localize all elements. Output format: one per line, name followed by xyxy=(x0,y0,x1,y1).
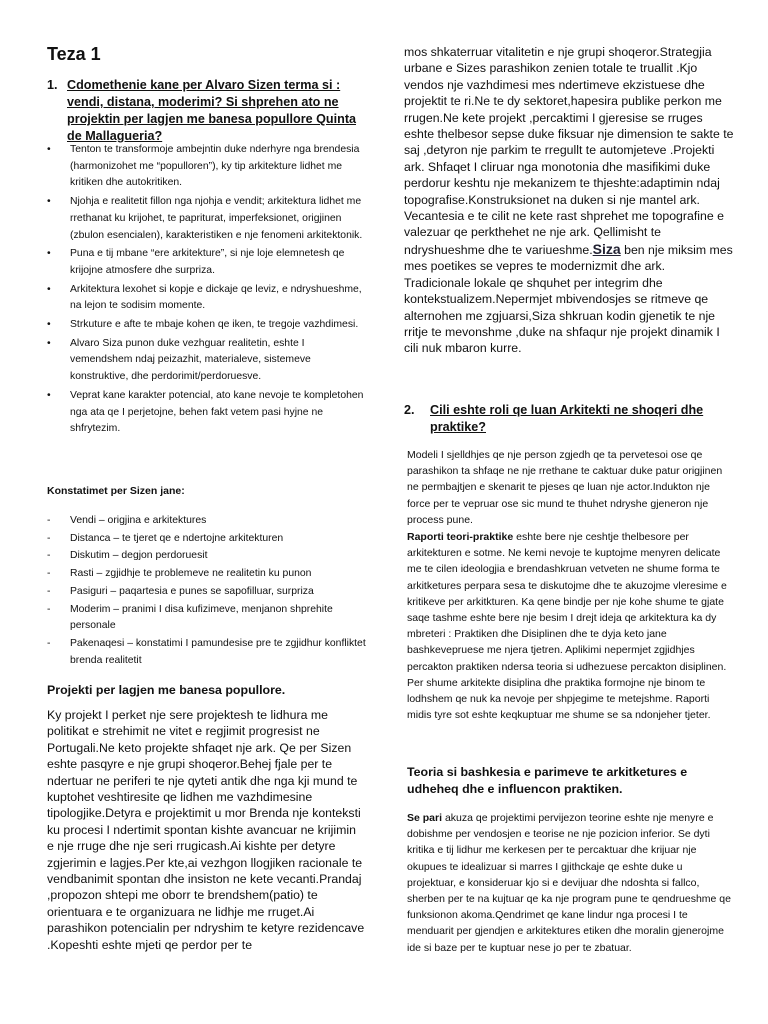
bullet-glyph: • xyxy=(47,319,51,331)
bullet-text: Tenton te transformoje ambejntin duke nderhyre nga brendesia (harmonizohet me “populloren”), ky tip arkitekture lidhet me kritiken dhe autokritiken. xyxy=(70,144,360,189)
bullet-item xyxy=(47,336,367,386)
konstatim-text: Pakenaqesi – konstatimi I pamundesise pre te zgjidhur konfliktet brenda realitetit xyxy=(70,637,366,666)
dash-glyph: - xyxy=(47,532,51,544)
dash-glyph: - xyxy=(47,637,51,649)
konstatimet-heading: Konstatimet per Sizen jane: xyxy=(47,485,185,497)
bullet-glyph: • xyxy=(47,196,51,208)
konstatim-item xyxy=(47,636,367,669)
konstatim-text: Pasiguri – paqartesia e punes se sapofilluar, surpriza xyxy=(70,585,314,597)
konstatim-item xyxy=(47,602,367,635)
question-1-text: Cdomethenie kane per Alvaro Sizen terma si : vendi, distana, moderimi? Si shprehen ato ne projektin per lagjen me banesa popullore Quinta de Mallagueria? xyxy=(67,78,357,143)
bullet-glyph: • xyxy=(47,389,51,401)
dash-glyph: - xyxy=(47,603,51,615)
question-2-number: 2. xyxy=(404,403,415,417)
konstatim-text: Distanca – te tjeret qe e ndertojne arkitekturen xyxy=(70,532,284,544)
q2-paragraph-2-text: eshte bere nje ceshtje thelbesore per arkitekturen e sotme. Ne kemi nevoje te kuptojme menyren delicate me te cilen ideologjia e brendashkruan vetveten ne shume forma te arkitketures perpara sesa te diskutojme dhe te akuzojme vleresime e kritikeve per arkitkturen. Ka qene bindje per nje kohe shume te gjate saqe tashme eshte bere nje besim I drejt ideja qe arkitektura ka dy mbreteri : Praktiken dhe Disiplinen dhe te dyja keto jane bashkevepruese me njera tjetren. Aplikimi nepermjet zgjidhjes percakton praktiken ndersa teoria si udhezuese percakton disiplinen. Per shume arkitekte disiplina dhe praktika formojne nje binom te lodhshem qe nuk ka nevoje per shpjegime te metejshme. Raporti midis tyre sot eshte keqkuptuar me shume se sa ndonjeher tjeter. xyxy=(407,531,727,722)
bullet-item xyxy=(47,282,367,315)
continuation-text-a: mos shkaterruar vitalitetin e nje grupi shoqeror.Strategjia urbane e Sizes parashikon zenien totale te truallit .Kjo vendos nje vazhdimesi mes ndertimeve ekzistuese dhe projektit te ri.Ne te dy sektoret,hapesira publike perkon me rrugen.Ne kete projekt ,percaktimi I gjeresise se rruges eshte thelbesor sepse duke fiksuar nje dimension te sakte te saj ,detyron nje parkim te rregullt te automjeteve .Projekti ark. Shfaqet I cliruar nga monotonia dhe masifikimi duke perdorur keshtu nje mekanizem te thjeshte:adaptimin ndaj topografise.Konstruksionet na duken si nje mantel ark. Vecantesia e te cilit ne kete rast shprehet me topografine e valezuar qe perkthehet ne nje ark. Qellimisht te ndryshueshme dhe te variueshme. xyxy=(404,45,734,257)
bullet-item xyxy=(47,388,367,438)
question-2-heading xyxy=(404,402,734,436)
projekti-heading: Projekti per lagjen me banesa popullore. xyxy=(47,683,286,697)
question-2-text: Cili eshte roli qe luan Arkitekti ne shoqeri dhe praktike? xyxy=(430,403,704,434)
q2-paragraph-3-lead: Se pari xyxy=(407,812,443,824)
q2-paragraph-2 xyxy=(407,529,733,723)
konstatimet-list xyxy=(47,513,367,670)
bullet-glyph: • xyxy=(47,337,51,349)
page-title: Teza 1 xyxy=(47,44,101,64)
konstatim-item xyxy=(47,531,367,548)
konstatim-text: Diskutim – degjon perdoruesit xyxy=(70,550,208,562)
teoria-heading: Teoria si bashkesia e parimeve te arkitketures e udheheq dhe e influencon praktiken. xyxy=(407,765,688,796)
bullet-glyph: • xyxy=(47,248,51,260)
bullet-item xyxy=(47,194,367,244)
right-column-continuation xyxy=(404,44,734,357)
bullet-glyph: • xyxy=(47,283,51,295)
bullet-item xyxy=(47,246,367,279)
bullet-text: Puna e tij mbane “ere arkitekture”, si nje loje elemnetesh qe krijojne atmosfere dhe surpriza. xyxy=(70,248,345,276)
dash-glyph: - xyxy=(47,550,51,562)
bullet-item xyxy=(47,142,367,192)
siza-highlight: Siza xyxy=(592,240,621,257)
bullet-text: Arkitektura lexohet si kopje e dickaje qe leviz, e ndryshueshme, na lejon te sodisim momente. xyxy=(70,283,362,312)
q2-paragraph-1: Modeli I sjelldhjes qe nje person zgjedh qe ta pervetesoi ose qe parashikon ta shfaqe ne nje rrethane te caktuar duke patur origjinen ne permbajtjen e skenarit te pjeses qe luan nje actor.Indukton nje force per te vepruar ose sic mund te thuhet ndryshe gjeneron nje process pune. xyxy=(407,449,723,526)
bullet-text: Veprat kane karakter potencial, ato kane nevoje te kompletohen nga ata qe I perjetojne, behen fakt vetem pasi hyjne ne shfrytezim. xyxy=(70,389,364,435)
bullet-glyph: • xyxy=(47,144,51,155)
konstatim-item xyxy=(47,584,367,601)
bullet-text: Alvaro Siza punon duke vezhguar realitetin, eshte I vemendshem ndaj peizazhit, materialeve, sistemeve konstruktive, dhe perdorimit/perdoruesve. xyxy=(70,337,311,383)
bullet-text: Strkuture e afte te mbaje kohen qe iken, te tregoje vazhdimesi. xyxy=(70,319,359,331)
q2-paragraph-3-text: akuza qe projektimi pervijezon teorine eshte nje menyre e dobishme per vendosjen e teorise ne nje pozicion inferior. Se dyti kritika e tij lidhur me kerkesen per te percaktuar dhe krijuar nje okupues te idealizuar si marres I gjithckaje qe eshte duke u projektuar, e konsideruar kjo si e devijuar dhe ndoshta si fallco, sherben per te na kujtuar qe ka nje program pune te qendrueshme qe funksionon akoma.Qendrimet qe kane lindur nga procesi I te menduarit per gjendjen e arkitektures etiken dhe moralin gjenerojme ide si baze per te kuptuar nese jo per te zbatuar. xyxy=(407,812,731,954)
projekti-body: Ky projekt I perket nje sere projektesh te lidhura me politikat e strehimit ne vitet e regjimit progresist ne Portugali.Ne keto projekte shfaqet nje ark. Qe per Sizen eshte pasqyre e nje grupi shoqeror.Behej fjale per te ndertuar ne periferi te nje qyteti antik dhe nga kji mund te kuptohet veshtiresite qe lidhen me vazhdimesine tipologjike.Detyra e projektimit u mor Brenda nje konteksti ku procesi I ndertimit spontan kishte avancuar ne krijimin e nje rruge dhe nje seri rrugicash.Ai kishte per detyre zgjerimin e lagjes.Per kte,ai vezhgon llogjiken racionale te vendbanimit spontan dhe insiston ne kete vecanti.Prandaj ,propozon shtepi me oborr te brendshem(patio) te orientuara e te organizuara ne lidhje me rruget.Ai parashikon potencialin per ndryshim te ketyre rezidencave .Kopeshti eshte mjeti qe perdor per te xyxy=(47,708,365,952)
question-1-number: 1. xyxy=(47,78,58,92)
dash-glyph: - xyxy=(47,515,51,526)
q2-paragraph-2-lead: Raporti teori-praktike xyxy=(407,531,514,543)
q2-paragraph-3 xyxy=(407,810,733,956)
bullet-text: Njohja e realitetit fillon nga njohja e vendit; arkitektura lidhet me rrethanat ku krijohet, te papriturat, imperfeksionet, origjinen (zbulon esencialen), karakteristiken e nje fenomeni arkitektonik. xyxy=(70,196,363,241)
bullet-list xyxy=(47,142,367,440)
dash-glyph: - xyxy=(47,568,51,580)
bullet-item xyxy=(47,317,367,334)
question-1-heading xyxy=(47,77,367,145)
konstatim-item xyxy=(47,548,367,565)
konstatim-text: Vendi – origjina e arkitektures xyxy=(70,515,207,526)
continuation-text-b: ben nje miksim mes mes poetikes se vepres te modernizmit dhe ark. Tradicionale lokale qe shquhet per integrim dhe kontekstualizem.Nepermjet mbivendosjes se ritmeve qe alternohen me zgjuarsi,Siza shkruan kodin gjenetik te nje rritje te mevonshme ,duke na shfaqur nje projekt dinamik I cili nuk mbaron kurre. xyxy=(404,242,733,356)
konstatim-text: Rasti – zgjidhje te problemeve ne realitetin ku punon xyxy=(70,568,312,580)
dash-glyph: - xyxy=(47,585,51,597)
konstatim-item xyxy=(47,513,367,530)
konstatim-text: Moderim – pranimi I disa kufizimeve, menjanon shprehite personale xyxy=(70,603,333,632)
konstatim-item xyxy=(47,566,367,583)
